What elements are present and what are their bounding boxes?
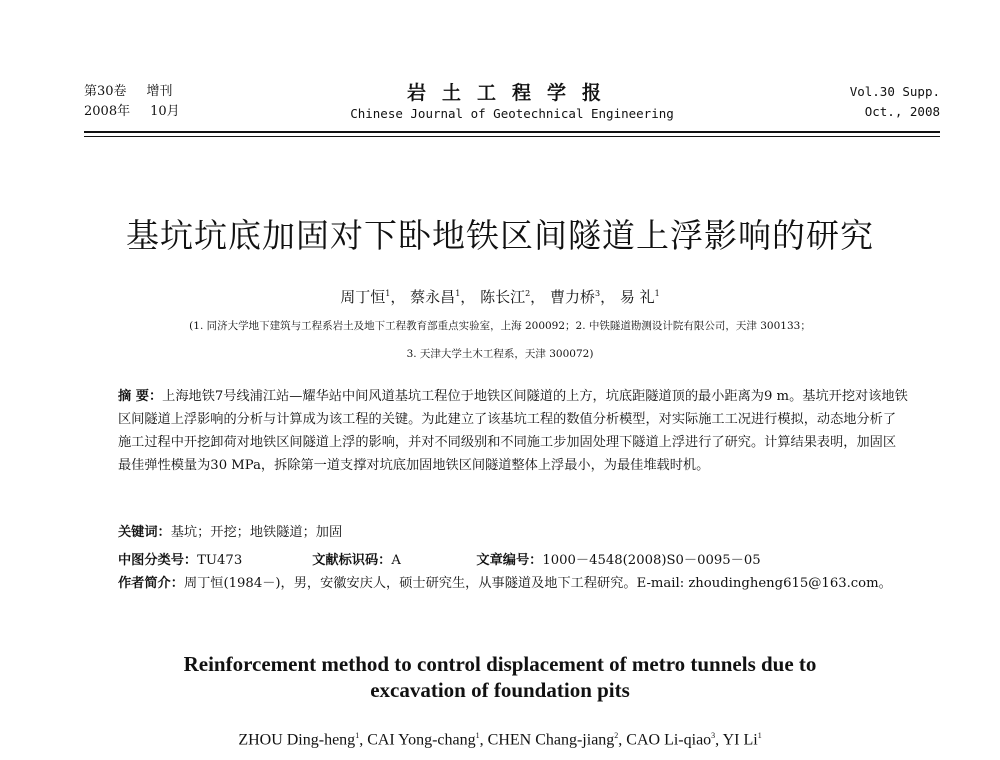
author-list-en: ZHOU Ding-heng$^1$, CAI Yong-chang$^1$, CHEN Chang-jiang$^2$, CAO Li-qiao$^3$, YI Li$^1$ xyxy=(238,731,762,749)
header-center xyxy=(84,82,940,124)
doc-code-value: A xyxy=(391,553,401,568)
author-aff: 3 xyxy=(594,289,601,298)
article-number-label: 文章编号： xyxy=(476,553,543,568)
author-aff-en: 1 xyxy=(475,731,480,740)
author-name: 曹力桥 xyxy=(549,288,595,306)
author-aff: 2 xyxy=(525,289,531,298)
volume-en: Vol.30 Supp. xyxy=(849,84,940,99)
author-list-cn: 周丁恒$^1$， 蔡永昌$^1$， 陈长江$^2$， 曹力桥$^3$， 易 礼$^1$ xyxy=(340,288,660,306)
keywords xyxy=(118,521,342,540)
author-aff: 1 xyxy=(455,289,461,298)
date-en: Oct., 2008 xyxy=(864,104,940,119)
author-name: 周丁恒 xyxy=(340,288,386,306)
year-cn: 2008年 xyxy=(84,104,131,119)
author-name: 蔡永昌 xyxy=(410,288,456,306)
author-aff: 1 xyxy=(654,289,660,298)
abstract xyxy=(118,385,908,477)
bio-text: 周丁恒(1984－)，男，安徽安庆人，硕士研究生，从事隧道及地下工程研究。E-mail: zhoudingheng615@163.com。 xyxy=(183,576,892,591)
keywords-text: 基坑；开挖；地铁隧道；加固 xyxy=(170,525,343,540)
paper-title-cn: 基坑坑底加固对下卧地铁区间隧道上浮影响的研究 xyxy=(126,216,874,255)
author-bio xyxy=(118,573,908,595)
author-name-en: CAO Li-qiao xyxy=(626,731,712,749)
journal-title-cn: 岩土工程学报 xyxy=(406,82,617,104)
header-right xyxy=(850,82,940,122)
author-name-en: ZHOU Ding-heng xyxy=(238,731,356,749)
header-rule-thick xyxy=(84,131,940,133)
running-header xyxy=(84,82,940,126)
title-en-line-1: Reinforcement method to control displacement of metro tunnels due to xyxy=(183,652,817,676)
classification-line xyxy=(118,549,908,568)
keywords-label: 关键词： xyxy=(118,525,171,540)
month-cn: 10月 xyxy=(150,104,180,119)
affiliation-line-1: (1. 同济大学地下建筑与工程系岩土及地下工程教育部重点实验室，上海 200092；2. 中铁隧道勘测设计院有限公司，天津 300133； xyxy=(189,320,811,332)
author-name: 易 礼 xyxy=(619,288,655,306)
bio-label: 作者简介： xyxy=(118,576,184,591)
paper-title-en xyxy=(0,651,1000,703)
doc-code-label: 文献标识码： xyxy=(312,553,392,568)
article-number-value: 1000－4548(2008)S0－0095－05 xyxy=(542,553,761,568)
author-name-en: CAI Yong-chang xyxy=(367,731,476,749)
author-aff-en: 3 xyxy=(711,731,716,740)
author-aff-en: 2 xyxy=(614,731,619,740)
author-aff-en: 1 xyxy=(757,731,762,740)
header-rule-thin xyxy=(84,136,940,137)
issue-cn: 增刊 xyxy=(146,84,173,99)
affiliation-line-2: 3. 天津大学土木工程系，天津 300072) xyxy=(406,348,594,360)
author-name: 陈长江 xyxy=(480,288,526,306)
author-aff: 1 xyxy=(385,289,391,298)
clc-value: TU473 xyxy=(197,553,243,568)
clc-label: 中图分类号： xyxy=(118,553,198,568)
author-name-en: YI Li xyxy=(722,731,758,749)
volume-cn: 第30卷 xyxy=(84,84,127,99)
author-aff-en: 1 xyxy=(355,731,360,740)
journal-title-en: Chinese Journal of Geotechnical Engineering xyxy=(350,106,674,121)
title-en-line-2: excavation of foundation pits xyxy=(370,678,630,702)
abstract-text: 上海地铁7号线浦江站—耀华站中间风道基坑工程位于地铁区间隧道的上方，坑底距隧道顶的最小距离为9 m。基坑开挖对该地铁区间隧道上浮影响的分析与计算成为该工程的关键。为此建立了该基坑工程的数值分析模型，对实际施工工况进行模拟，动态地分析了施工过程中开挖卸荷对地铁区间隧道上浮的影响，并对不同级别和不同施工步加固处理下隧道上浮进行了研究。计算结果表明，加固区最佳弹性模量为30 MPa，拆除第一道支撑对坑底加固地铁区间隧道整体上浮最小，为最佳堆载时机。 xyxy=(118,389,908,473)
author-name-en: CHEN Chang-jiang xyxy=(487,731,615,749)
abstract-label: 摘 要： xyxy=(118,389,163,404)
